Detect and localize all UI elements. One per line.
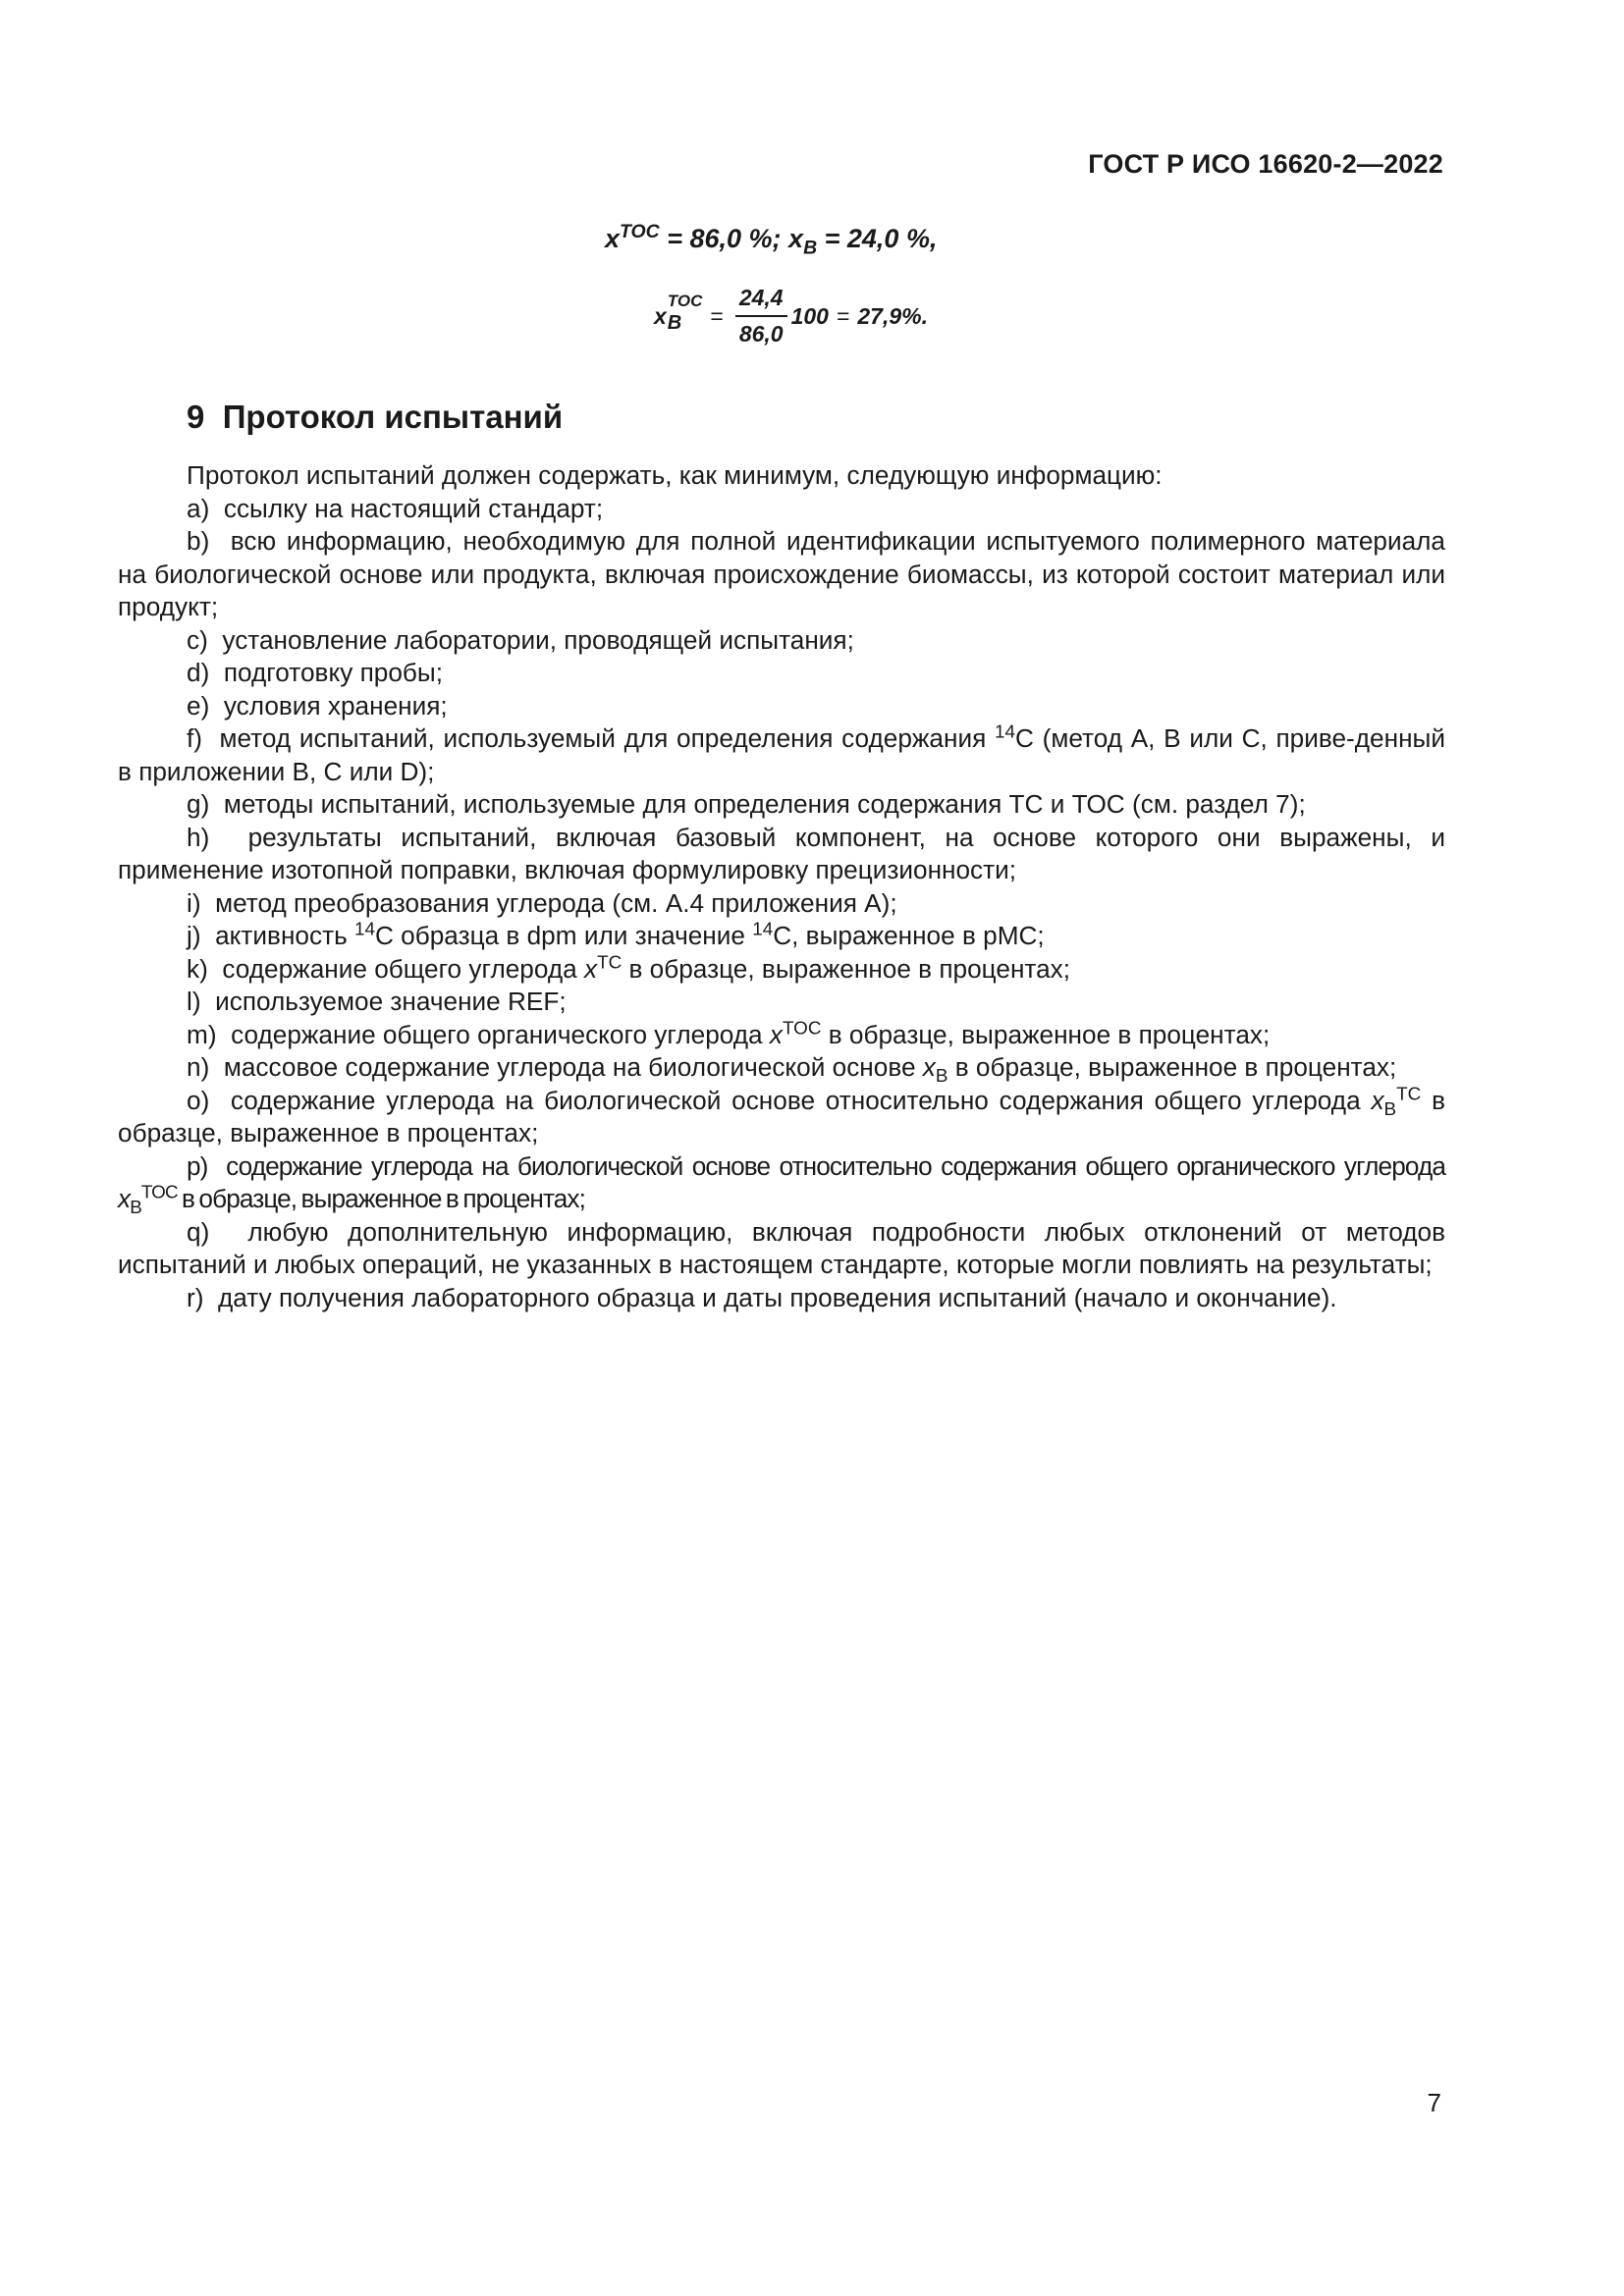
item-text: активность xyxy=(215,921,354,950)
formula-var: x xyxy=(788,224,804,253)
list-item-g xyxy=(118,788,1445,822)
item-var: x xyxy=(583,953,598,984)
list-item-e xyxy=(118,690,1445,723)
item-sub: B xyxy=(935,1065,948,1087)
item-text: ссылку на настоящий стандарт; xyxy=(223,493,604,523)
item-text: в образце, выраженное в процентах; xyxy=(622,953,1071,984)
item-text: массовое содержание углерода на биологической основе xyxy=(223,1052,923,1082)
list-item-b xyxy=(118,525,1445,624)
item-text: содержание общего углерода xyxy=(222,953,584,984)
item-sup: TOC xyxy=(140,1181,178,1202)
page-number: 7 xyxy=(1427,2088,1441,2117)
item-var: x xyxy=(769,1019,783,1049)
item-marker: l) xyxy=(187,987,201,1016)
item-sup: TOC xyxy=(782,1016,822,1038)
formula-sup: TOC xyxy=(620,221,660,242)
item-var: x xyxy=(922,1052,936,1082)
item-marker: p) xyxy=(187,1150,208,1181)
fraction xyxy=(735,285,787,347)
equals-sign: = xyxy=(710,302,724,329)
item-text: С образца в dpm или значение xyxy=(374,921,753,950)
item-text: любую дополнительную информацию, включая подробности любых отклонений от методов испытаний и любых операций, не указанных в настоящем стандарте, которые могли повлиять на результаты; xyxy=(118,1216,1445,1279)
item-marker: n) xyxy=(187,1052,210,1082)
item-text: всю информацию, необходимую для полной идентификации испытуемого полимерного материала на биологической основе или продукта, включая происхождение биомассы, из которой состоит материал или продукт; xyxy=(118,526,1445,621)
fraction-denominator: 86,0 xyxy=(738,321,784,347)
item-text: используемое значение REF; xyxy=(215,987,567,1016)
section-heading: Протокол испытаний xyxy=(222,399,564,435)
formula-result: 27,9%. xyxy=(857,302,928,329)
item-text: в образце, выраженное в процентах; xyxy=(821,1019,1271,1049)
standard-code-header: ГОСТ Р ИСО 16620-2—2022 xyxy=(1088,149,1443,179)
item-sup: 14 xyxy=(752,918,774,939)
item-sup: 14 xyxy=(354,918,375,939)
formula-line-1 xyxy=(605,221,938,259)
item-text: результаты испытаний, включая базовый компонент, на основе которого они выражены, и применение изотопной поправки, включая формулировку прецизионности; xyxy=(118,822,1445,884)
list-item-k xyxy=(118,950,1445,987)
section-title xyxy=(187,399,563,436)
item-text: методы испытаний, используемые для определения содержания ТС и ТОС (см. раздел 7); xyxy=(223,789,1306,819)
fraction-numerator: 24,4 xyxy=(735,285,787,317)
list-item-n xyxy=(118,1051,1445,1085)
item-sup: 14 xyxy=(995,721,1015,742)
formula-sup: TOC xyxy=(667,291,703,310)
item-marker: f) xyxy=(187,723,202,753)
list-item-d xyxy=(118,657,1445,690)
item-marker: m) xyxy=(187,1019,217,1049)
item-text: метод преобразования углерода (см. А.4 приложения А); xyxy=(215,887,897,918)
item-text: установление лаборатории, проводящей испытания; xyxy=(222,624,854,655)
item-text: условия хранения; xyxy=(223,690,448,721)
item-text: дату получения лабораторного образца и даты проведения испытаний (начало и окончание). xyxy=(218,1282,1337,1312)
item-marker: o) xyxy=(187,1085,210,1115)
formula-line-2 xyxy=(654,285,928,347)
equals-sign: = xyxy=(836,302,850,329)
item-text: в образце, выраженное в процентах; xyxy=(177,1184,585,1213)
item-marker: c) xyxy=(187,624,208,655)
list-item-p xyxy=(118,1150,1445,1216)
item-marker: r) xyxy=(187,1282,204,1312)
item-text: содержание углерода на биологической основе относительно содержания общего углерода xyxy=(230,1085,1372,1115)
item-sub: B xyxy=(1383,1097,1397,1119)
list-item-j xyxy=(118,920,1445,953)
intro-paragraph: Протокол испытаний должен содержать, как минимум, следующую информацию: xyxy=(187,460,1163,490)
item-marker: q) xyxy=(187,1216,210,1247)
list-item-f xyxy=(118,722,1445,788)
list-item-l xyxy=(118,986,1445,1019)
item-marker: a) xyxy=(187,493,210,523)
list-item-h xyxy=(118,822,1445,887)
section-body xyxy=(118,459,1445,1314)
multiplier: 100 xyxy=(790,302,829,329)
item-marker: i) xyxy=(187,887,201,918)
item-marker: d) xyxy=(187,658,210,687)
item-text: содержание общего органического углерода xyxy=(231,1019,770,1049)
item-sub: B xyxy=(130,1197,141,1218)
list-item-a xyxy=(118,493,1445,526)
item-text: C (метод А, В или С, приве-денный в приложении В, С или D); xyxy=(118,723,1445,786)
item-var: x xyxy=(118,1184,131,1213)
list-item-o xyxy=(118,1082,1445,1150)
list-item-m xyxy=(118,1016,1445,1052)
formula-var: x xyxy=(605,224,621,253)
item-marker: b) xyxy=(187,526,210,556)
formula-text: = 24,0 %, xyxy=(817,224,938,253)
item-text: в образце, выраженное в процентах; xyxy=(118,1085,1445,1148)
item-text: С, выраженное в рМС; xyxy=(773,921,1045,950)
formula-text: = 86,0 %; xyxy=(659,224,789,253)
item-text: подготовку пробы; xyxy=(223,658,443,687)
item-text: метод испытаний, используемый для определения содержания xyxy=(219,723,995,753)
item-sup: TC xyxy=(597,950,623,972)
item-text: в образце, выраженное в процентах; xyxy=(947,1052,1397,1082)
formula-var: x xyxy=(654,302,667,329)
section-number: 9 xyxy=(187,399,205,435)
item-sup: TC xyxy=(1396,1082,1422,1103)
item-marker: e) xyxy=(187,690,210,721)
list-item-q xyxy=(118,1216,1445,1282)
item-text: содержание углерода на биологической основе относительно содержания общего органического углерода xyxy=(226,1150,1445,1181)
formula-sub: B xyxy=(803,237,818,259)
list-item-i xyxy=(118,887,1445,921)
formula-sub: B xyxy=(667,311,682,334)
item-marker: g) xyxy=(187,789,210,819)
item-marker: h) xyxy=(187,822,210,852)
item-marker: j) xyxy=(187,921,201,950)
list-item-c xyxy=(118,624,1445,658)
item-marker: k) xyxy=(187,953,208,984)
list-item-r xyxy=(118,1282,1445,1315)
item-var: x xyxy=(1371,1085,1384,1115)
